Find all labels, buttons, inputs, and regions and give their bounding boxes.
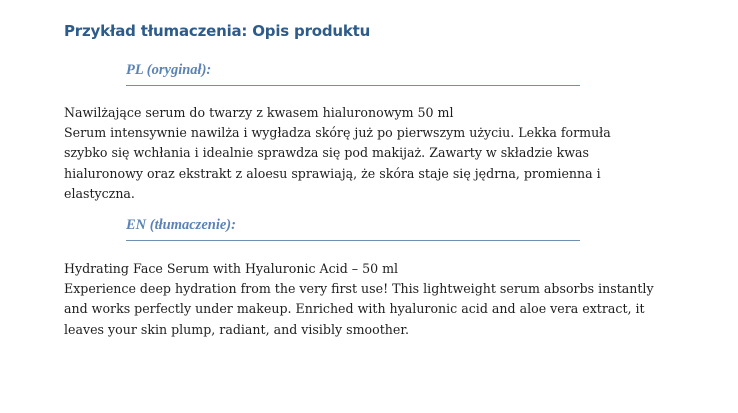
original-text-pl <box>64 103 664 204</box>
section-heading-en: EN (tłumaczenie): <box>126 217 580 241</box>
text-line: szybko się wchłania i idealnie sprawdza się pod makijaż. Zawarty w składzie kwas <box>64 145 589 161</box>
text-line: Serum intensywnie nawilża i wygładza skórę już po pierwszym użyciu. Lekka formuła <box>64 125 611 141</box>
text-line: and works perfectly under makeup. Enriched with hyaluronic acid and aloe vera extract, it <box>64 301 645 317</box>
text-line: leaves your skin plump, radiant, and visibly smoother. <box>64 321 409 337</box>
product-name-en: Hydrating Face Serum with Hyaluronic Acid – 50 ml <box>64 261 399 276</box>
product-name-pl: Nawilżające serum do twarzy z kwasem hialuronowym 50 ml <box>64 105 454 120</box>
section-heading-pl: PL (oryginał): <box>126 62 580 86</box>
page-title: Przykład tłumaczenia: Opis produktu <box>64 22 371 40</box>
text-line: elastyczna. <box>64 185 135 201</box>
text-line: hialuronowy oraz ekstrakt z aloesu sprawiają, że skóra staje się jędrna, promienna i <box>64 165 601 181</box>
translation-text-en <box>64 259 664 340</box>
text-line: Experience deep hydration from the very first use! This lightweight serum absorbs instantly <box>64 281 654 297</box>
